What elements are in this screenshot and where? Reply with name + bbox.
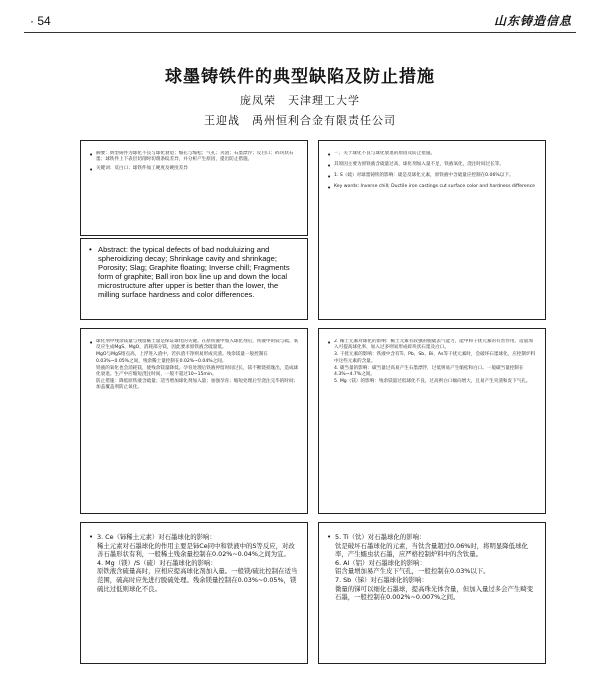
paragraph: 2. 稀土元素对球化的影响：稀土元素有较强的脱硫去气能力，能中和干扰元素的有害作用，适量加入可提高球化率，加入过多则易形成碎块状石墨及白口。 [334, 339, 533, 351]
slide-bullet [327, 339, 537, 386]
bullet-dot-icon: • [89, 339, 94, 347]
journal-name: 山东铸造信息 [493, 14, 572, 28]
paragraph: 铁液的氧化也会消耗镁，使残余镁量降低。孕育处理后铁液停留时间过长，镁不断烧损逸出，造成球化衰退。生产中应缩短浇注时间，一般不超过10~15min。 [96, 365, 299, 378]
bullet-dot-icon: • [89, 245, 92, 254]
bullet-dot-icon: • [327, 151, 332, 159]
slide-bullet [327, 184, 537, 192]
slide-bullet [327, 151, 537, 159]
slide-bullet [89, 533, 299, 593]
sulfur-effect-text: 1. S（硫）对球墨铸铁的影响：硫是反球化元素，原铁液中含硫量应控制在0.06%以下。 [334, 173, 514, 178]
slide-ti-al-sb [318, 522, 546, 664]
slide-bullet [327, 173, 537, 181]
causes-text: 其原因主要为原铁液含硫量过高，球化剂加入量不足，铁液氧化，浇注时间过长等。 [334, 162, 504, 167]
slide-causes [318, 140, 546, 320]
slide-elements-effect [318, 328, 546, 514]
slide-bullet [89, 166, 299, 174]
bullet-dot-icon: • [89, 151, 94, 159]
slide-bullet [327, 533, 537, 602]
paragraph: 铝含量增加易产生皮下气孔，一般控制在0.03%以下。 [335, 567, 490, 576]
author-line-2: 王迎战 禹州恒利合金有限责任公司 [204, 114, 396, 127]
keywords-en-text: Key words: Inverse chill; Ductile iron castings cut surface color and hardness difference [334, 184, 535, 189]
bullet-dot-icon: • [327, 533, 332, 541]
slide-abstract-en [80, 238, 308, 320]
paragraph: 4. 碳当量的影响：碳当量过高易产生石墨漂浮，过低则易产生缩松和白口。一般碳当量控制在4.3%~4.7%之间。 [334, 365, 524, 378]
paragraph: 3. Ce（铈稀土元素）对石墨球化的影响： [97, 533, 216, 541]
paragraph: MgO与MgS熔点高，上浮进入渣中，若扒渣不净则易形成夹渣。残余镁量一般控制在0.03%~0.05%之间，残余稀土量控制在0.02%~0.04%之间。 [96, 352, 268, 364]
bullet-dot-icon: • [327, 173, 332, 181]
paragraph: 稀土元素对石墨球化的作用主要是铈Ce同中和铁液中的S等反应，对改善石墨形状有利，一般稀土残余量控制在0.02%~0.04%之间为宜。 [97, 541, 295, 559]
paragraph: 6. Al（铝）对石墨球化的影响： [335, 558, 426, 567]
header-rule [24, 32, 576, 33]
page-header [24, 12, 576, 34]
causes-heading: 一、关于球化不良与球化衰退的原因及防止措施。 [334, 151, 436, 156]
slide-bullet [327, 162, 537, 170]
bullet-dot-icon: • [327, 339, 332, 347]
bullet-dot-icon: • [89, 533, 94, 541]
paragraph: 钛是破坏石墨球化的元素，当钛含量超过0.06%时，将明显降低球化率，产生蠕虫状石墨，应严格控制炉料中的含钛量。 [335, 541, 528, 559]
paragraph: 微量的锑可以细化石墨球，提高珠光体含量，但加入量过多会产生畸变石墨，一般控制在0.002%~0.007%之间。 [335, 584, 534, 602]
bullet-dot-icon: • [327, 162, 332, 170]
slide-abstract-cn [80, 140, 308, 236]
article-title: 球墨铸铁件的典型缺陷及防止措施 [165, 67, 435, 87]
keywords-cn-text: 关键词：反白口；球铁件加工硬度及硬度差异 [96, 166, 188, 172]
slide-bullet [89, 245, 299, 299]
slide-bullet [89, 339, 299, 393]
slide-mg-residual [80, 328, 308, 514]
paragraph: 7. Sb（锑）对石墨球化的影响： [335, 575, 428, 584]
paragraph: 5. Ti（钛）对石墨球化的影响： [335, 533, 426, 541]
slide-ce-mg [80, 522, 308, 664]
slide-bullet [89, 151, 299, 163]
author-line-1: 庞凤荣 天津理工大学 [240, 94, 360, 107]
paragraph: 3. 干扰元素的影响：铁液中含有Ti、Pb、Sb、Bi、As等干扰元素时，会破坏石墨球化，应控制炉料中这些元素的含量。 [334, 352, 536, 364]
page-number: · 54 [30, 14, 51, 28]
paragraph: 原铁液含硫量高时，应相应提高球化剂加入量。一般镁/硫比控制在适当范围，硫高时应先进行脱硫处理。残余镁量控制在0.03%~0.05%，镁硫比过低则球化不良。 [97, 567, 298, 593]
paragraph: 5. Mg（镁）的影响：残余镁量过低球化不良，过高则白口倾向增大，且易产生夹渣和皮下气孔。 [334, 379, 531, 385]
paragraph: 球化剂中残余镁量与残留稀土量是保证球化的关键。在原铁液中加入球化剂后，铁液中的镁与硫、氧反应生成MgS、MgO，消耗部分镁，因此要求原铁液含硫量低。 [96, 339, 299, 351]
bullet-dot-icon: • [327, 184, 332, 192]
paragraph: 防止措施：降低原铁液含硫量；适当增加球化剂加入量；加强孕育；缩短处理后至浇注完毕的时间；加盖覆盖剂防止氧化。 [96, 379, 299, 391]
bullet-dot-icon: • [89, 166, 94, 175]
paragraph: 4. Mg（镁）/S（硫）对石墨球化的影响： [97, 558, 217, 567]
abstract-cn-text: 摘要：典型铸件为球化不良与球化衰退；缩孔与缩松；气孔；夹渣；石墨漂浮；反白口；碎块状石墨；球铁件上下表层切削时切削条纹差异，并分析产生原因，提出防止措施。 [96, 151, 294, 163]
abstract-en-text: Abstract: the typical defects of bad noduluizing and spheroidizing decay; Shrinkage cavity and shrinkage; Porosity; Slag; Graphite floating; Inverse chill; Fragments form of graphite; Ball iron box line up and down the local microstructure after upper is better than the lower, the milling surface hardness and color differences. [98, 245, 290, 299]
